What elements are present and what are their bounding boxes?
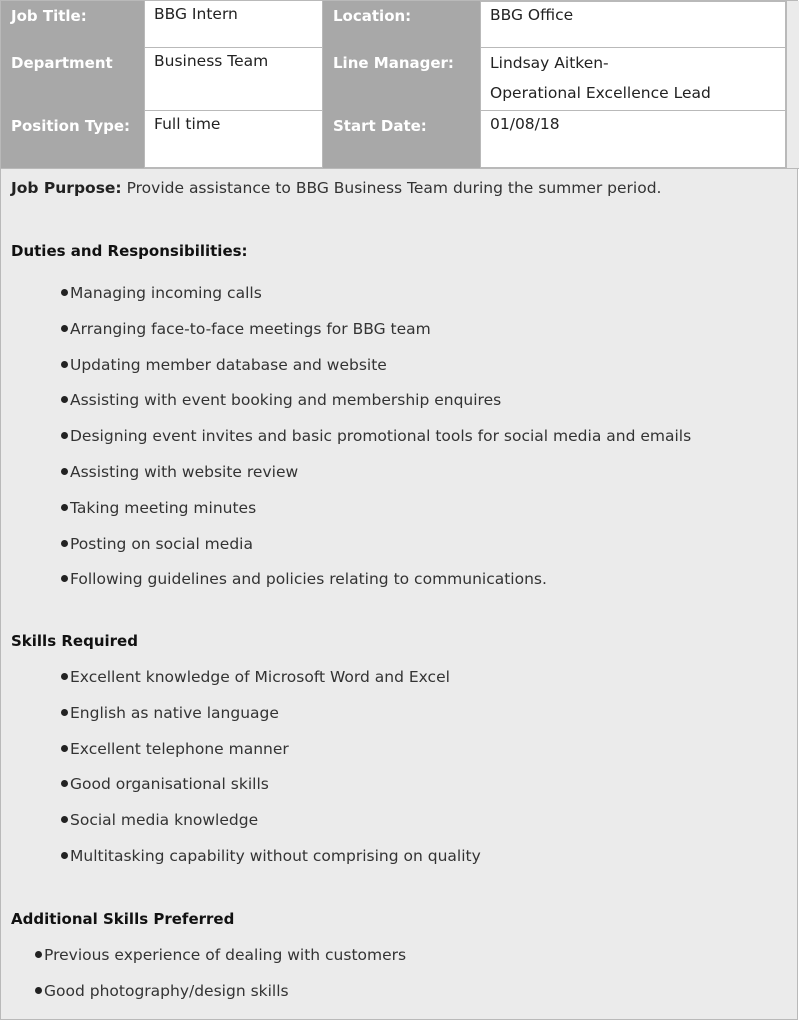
list-item-text: Updating member database and website	[70, 355, 387, 374]
line-manager-role: Operational Excellence Lead	[490, 84, 711, 102]
line-manager-value	[480, 48, 786, 111]
list-item-text: Assisting with event booking and membership enquires	[70, 391, 502, 410]
bullet-icon	[61, 289, 68, 296]
duties-list	[61, 283, 691, 605]
list-item	[61, 667, 481, 703]
bullet-icon	[61, 361, 68, 368]
list-item-text: Assisting with website review	[70, 462, 299, 481]
bullet-icon	[61, 325, 68, 332]
list-item	[61, 846, 481, 882]
position-type-value: Full time	[144, 111, 323, 168]
bullet-icon	[35, 987, 42, 994]
job-title-value: BBG Intern	[144, 1, 323, 48]
start-date-label: Start Date:	[323, 111, 480, 168]
bullet-icon	[61, 816, 68, 823]
table-edge	[786, 1, 799, 168]
list-item-text: Social media knowledge	[70, 811, 259, 830]
skills-list	[61, 667, 481, 882]
duties-heading: Duties and Responsibilities:	[11, 242, 248, 260]
location-value: BBG Office	[480, 1, 786, 48]
list-item	[61, 390, 691, 426]
list-item-text: Following guidelines and policies relating to communications.	[70, 570, 547, 589]
department-value: Business Team	[144, 48, 323, 111]
list-item-text: Good photography/design skills	[44, 981, 289, 1000]
skills-heading: Skills Required	[11, 632, 138, 650]
list-item-text: Posting on social media	[70, 534, 253, 553]
list-item-text: Taking meeting minutes	[70, 498, 257, 517]
bullet-icon	[61, 468, 68, 475]
list-item	[61, 703, 481, 739]
job-title-label: Job Title:	[1, 1, 144, 48]
additional-skills-list	[35, 945, 406, 1017]
job-purpose-text: Provide assistance to BBG Business Team during the summer period.	[121, 179, 662, 197]
list-item	[61, 319, 691, 355]
additional-skills-heading: Additional Skills Preferred	[11, 910, 235, 928]
list-item-text: Designing event invites and basic promotional tools for social media and emails	[70, 427, 692, 446]
list-item-text: Multitasking capability without comprising on quality	[70, 846, 481, 865]
bullet-icon	[61, 396, 68, 403]
list-item	[61, 426, 691, 462]
bullet-icon	[61, 780, 68, 787]
job-purpose-label: Job Purpose:	[11, 179, 122, 197]
list-item	[61, 498, 691, 534]
start-date-value: 01/08/18	[480, 111, 786, 168]
bullet-icon	[61, 745, 68, 752]
bullet-icon	[35, 951, 42, 958]
position-type-label: Position Type:	[1, 111, 144, 168]
list-item-text: Managing incoming calls	[70, 284, 262, 302]
list-item	[61, 283, 691, 319]
list-item	[35, 945, 406, 981]
list-item	[61, 774, 481, 810]
list-item	[61, 355, 691, 391]
location-label: Location:	[323, 1, 480, 48]
list-item	[61, 569, 691, 605]
department-label: Department	[1, 48, 144, 111]
list-item	[61, 739, 481, 775]
job-purpose	[11, 179, 661, 197]
line-manager-name: Lindsay Aitken-	[490, 54, 609, 72]
list-item	[61, 462, 691, 498]
bullet-icon	[61, 673, 68, 680]
list-item-text: Excellent knowledge of Microsoft Word and Excel	[70, 668, 450, 686]
list-item	[35, 981, 406, 1017]
bullet-icon	[61, 504, 68, 511]
bullet-icon	[61, 709, 68, 716]
bullet-icon	[61, 852, 68, 859]
bullet-icon	[61, 575, 68, 582]
line-manager-label: Line Manager:	[323, 48, 480, 111]
job-details-table	[1, 1, 799, 169]
list-item	[61, 810, 481, 846]
list-item-text: Excellent telephone manner	[70, 739, 289, 758]
bullet-icon	[61, 540, 68, 547]
list-item-text: English as native language	[70, 703, 279, 722]
list-item-text: Previous experience of dealing with customers	[44, 946, 407, 964]
bullet-icon	[61, 432, 68, 439]
list-item-text: Arranging face-to-face meetings for BBG team	[70, 319, 431, 338]
list-item	[61, 534, 691, 570]
list-item-text: Good organisational skills	[70, 775, 269, 794]
